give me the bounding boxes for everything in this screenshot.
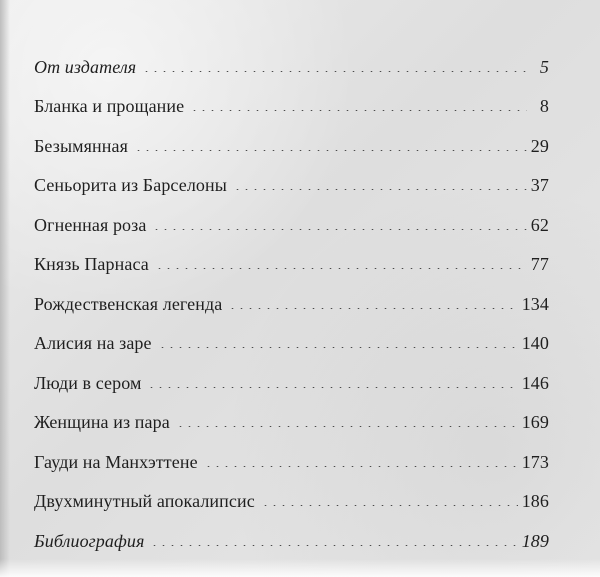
toc-entry-page-number: 29 (530, 135, 549, 156)
toc-entry-title: Гауди на Манхэттене (34, 451, 198, 472)
toc-entry-page-number: 173 (521, 451, 549, 472)
toc-entry-title: Алисия на заре (34, 333, 152, 353)
toc-entry (34, 76, 549, 116)
toc-entry-title: Сеньорита из Барселоны (34, 175, 227, 195)
toc-entry (34, 155, 549, 195)
toc-entry (34, 431, 549, 471)
dot-leader (228, 308, 517, 309)
toc-entry-page-number: 140 (521, 333, 549, 353)
dot-leader (204, 466, 518, 467)
toc-entry (34, 392, 549, 432)
toc-entry-page-number: 62 (530, 214, 549, 235)
toc-entry (34, 352, 549, 392)
toc-entry-title: Женщина из пара (34, 412, 170, 432)
toc-entry-title: Люди в сером (34, 372, 142, 393)
toc-entry (34, 36, 549, 76)
dot-leader (150, 545, 517, 546)
toc-entry-page-number: 37 (530, 175, 549, 195)
page-edge-shadow (0, 0, 10, 577)
toc-entry-page-number: 134 (521, 293, 549, 314)
toc-entry-title: Огненная роза (34, 214, 147, 235)
dot-leader (190, 110, 527, 111)
toc-entry-page-number: 189 (521, 530, 549, 551)
toc-entry-title: Князь Парнаса (34, 254, 149, 274)
toc-entry-title: Бланка и прощание (34, 96, 185, 116)
dot-leader (176, 426, 518, 427)
toc-entry-page-number: 146 (521, 372, 549, 393)
dot-leader (142, 71, 527, 72)
toc-entry-title: Двухминутный апокалипсис (34, 491, 255, 511)
dot-leader (134, 150, 527, 151)
toc-entry-title: Безымянная (34, 135, 128, 156)
dot-leader (152, 229, 526, 230)
toc-entry-page-number: 169 (521, 412, 549, 432)
table-of-contents (34, 36, 549, 550)
toc-entry-page-number: 186 (521, 491, 549, 511)
toc-entry (34, 234, 549, 274)
toc-entry (34, 115, 549, 155)
toc-entry (34, 471, 549, 511)
dot-leader (147, 387, 517, 388)
toc-entry (34, 194, 549, 234)
toc-entry (34, 273, 549, 313)
dot-leader (261, 505, 518, 506)
toc-entry (34, 510, 549, 550)
toc-entry-title: Библиография (34, 530, 145, 551)
toc-entry (34, 313, 549, 353)
toc-entry-page-number: 5 (539, 56, 549, 77)
toc-entry-page-number: 8 (539, 96, 549, 116)
toc-entry-title: От издателя (34, 56, 137, 77)
dot-leader (158, 347, 518, 348)
toc-entry-page-number: 77 (530, 254, 549, 274)
toc-entry-title: Рождественская легенда (34, 293, 223, 314)
dot-leader (155, 268, 527, 269)
page-bottom-fade (0, 559, 600, 577)
dot-leader (233, 189, 527, 190)
